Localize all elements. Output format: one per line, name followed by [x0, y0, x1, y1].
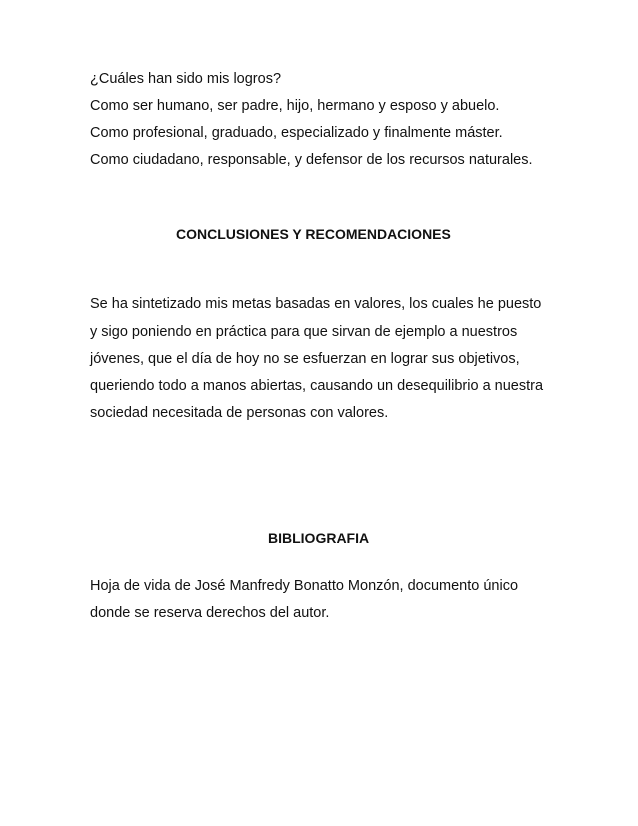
logros-item: Como ciudadano, responsable, y defensor de los recursos naturales.: [90, 152, 533, 168]
logros-item: Como profesional, graduado, especializado y finalmente máster.: [90, 125, 503, 141]
logros-item: Como ser humano, ser padre, hijo, hermano y esposo y abuelo.: [90, 98, 500, 114]
conclusiones-heading: CONCLUSIONES Y RECOMENDACIONES: [176, 226, 451, 242]
bibliografia-heading: BIBLIOGRAFIA: [268, 530, 370, 546]
conclusiones-paragraph-line: y sigo poniendo en práctica para que sirvan de ejemplo a nuestros: [90, 324, 518, 340]
conclusiones-paragraph-line: sociedad necesitada de personas con valores.: [90, 405, 389, 421]
conclusiones-paragraph-line: queriendo todo a manos abiertas, causando un desequilibrio a nuestra: [90, 378, 544, 394]
conclusiones-paragraph-line: Se ha sintetizado mis metas basadas en valores, los cuales he puesto: [90, 296, 542, 312]
bibliografia-entry-line: Hoja de vida de José Manfredy Bonatto Monzón, documento único: [90, 578, 519, 594]
bibliografia-entry-line: donde se reserva derechos del autor.: [90, 605, 330, 621]
conclusiones-paragraph-line: jóvenes, que el día de hoy no se esfuerzan en lograr sus objetivos,: [90, 351, 520, 367]
logros-question: ¿Cuáles han sido mis logros?: [90, 71, 282, 87]
